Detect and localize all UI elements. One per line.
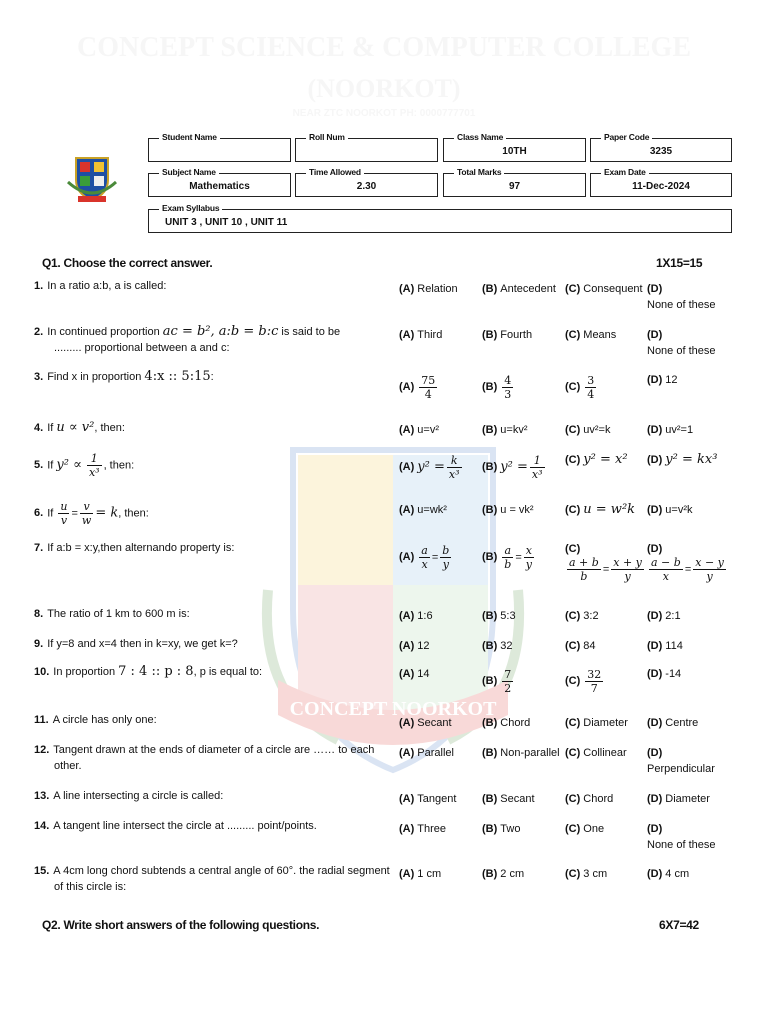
question-6: 6. If $\frac{u}{v}$ = $\frac{v}{w}$ = k, then: (34, 500, 149, 527)
total-marks-value: 97 (508, 181, 521, 192)
question-12: 12. Tangent drawn at the ends of diameter of a circle are …… to each other. (34, 744, 375, 772)
class-name-box (443, 132, 586, 162)
time-allowed-box (295, 167, 438, 197)
question-7: 7. If a:b = x:y,then alternando property is: (34, 542, 235, 554)
exam-syllabus-value: UNIT 3 , UNIT 10 , UNIT 11 (165, 217, 288, 228)
q2-option-b[interactable]: (B) Fourth (482, 329, 533, 341)
q13-option-c[interactable]: (C) Chord (565, 793, 614, 805)
q1-option-a[interactable]: (A) Relation (399, 283, 458, 295)
q5-option-b[interactable]: (B) y² = $\frac{1}{\text{x³}}$ (482, 454, 543, 481)
q11-option-d[interactable]: (D) Centre (647, 717, 699, 729)
q12-option-d[interactable]: (D) Perpendicular (647, 747, 715, 775)
subject-name-label: Subject Name (159, 167, 219, 177)
q4-option-d[interactable]: (D) uv²=1 (647, 424, 694, 436)
q7-option-d[interactable]: (D) $\frac{a - b}{x}$ = $\frac{x - y}{y}$ (647, 543, 724, 583)
q9-option-c[interactable]: (C) 84 (565, 640, 596, 652)
q9-option-a[interactable]: (A) 12 (399, 640, 430, 652)
q6-option-b[interactable]: (B) u = vk² (482, 504, 534, 516)
q5-option-c[interactable]: (C) y² = x² (565, 452, 628, 467)
q5-option-d[interactable]: (D) y² = kx³ (647, 452, 718, 467)
paper-code-box (590, 132, 732, 162)
question-8: 8. The ratio of 1 km to 600 m is: (34, 608, 190, 620)
q10-option-a[interactable]: (A) 14 (399, 668, 430, 680)
question-number: 1. (34, 280, 44, 292)
q4-option-b[interactable]: (B) u=kv² (482, 424, 528, 436)
q11-option-a[interactable]: (A) Secant (399, 717, 452, 729)
q2-option-d[interactable]: (D) None of these (647, 329, 716, 357)
q13-option-d[interactable]: (D) Diameter (647, 793, 710, 805)
q15-option-c[interactable]: (C) 3 cm (565, 868, 608, 880)
roll-num-box[interactable] (295, 132, 438, 162)
q8-option-d[interactable]: (D) 2:1 (647, 610, 681, 622)
q10-option-d[interactable]: (D) -14 (647, 668, 682, 680)
question-11: 11. A circle has only one: (34, 714, 157, 726)
q11-option-c[interactable]: (C) Diameter (565, 717, 628, 729)
question-9: 9. If y=8 and x=4 then in k=xy, we get k=? (34, 638, 238, 650)
question-3: 3. Find x in proportion 4:x :: 5:15: (34, 369, 214, 384)
q14-option-c[interactable]: (C) One (565, 823, 605, 835)
q7-option-a[interactable]: (A) $\frac{a}{x}$ = $\frac{b}{y}$ (399, 544, 450, 571)
student-name-box[interactable] (148, 132, 291, 162)
college-city: (NOORKOT) (307, 74, 461, 103)
q2-option-c[interactable]: (C) Means (565, 329, 617, 341)
q12-option-a[interactable]: (A) Parallel (399, 747, 454, 759)
q1-marks: 1X15=15 (656, 256, 703, 270)
college-name: CONCEPT SCIENCE & COMPUTER COLLEGE (76, 32, 691, 63)
question-10: 10. In proportion 7 : 4 :: p : 8, p is equal to: (34, 664, 263, 679)
q9-option-d[interactable]: (D) 114 (647, 640, 683, 652)
q3-option-b[interactable]: (B) $\frac{4}{3}$ (482, 374, 512, 401)
question-1 (34, 278, 394, 294)
question-4: 4. If u ∝ v², then: (34, 420, 125, 435)
exam-date-value: 11-Dec-2024 (632, 181, 690, 192)
q1-title: Q1. Choose the correct answer. (42, 256, 213, 270)
q13-option-b[interactable]: (B) Secant (482, 793, 535, 805)
q11-option-b[interactable]: (B) Chord (482, 717, 531, 729)
q6-option-d[interactable]: (D) u=v²k (647, 504, 693, 516)
q15-option-a[interactable]: (A) 1 cm (399, 868, 442, 880)
question-15: 15. A 4cm long chord subtends a central angle of 60°. the radial segment of this circle is: (34, 865, 390, 893)
math-expression: ac = b², a:b = b:c (162, 324, 279, 339)
paper-code-label: Paper Code (601, 132, 652, 142)
q7-option-c[interactable]: (C) $\frac{a + b}{b}$ = $\frac{x + y}{y}$ (565, 543, 642, 583)
q8-option-a[interactable]: (A) 1:6 (399, 610, 433, 622)
roll-num-label: Roll Num (306, 132, 348, 142)
q6-option-c[interactable]: (C) u = w²k (565, 502, 636, 517)
q3-option-c[interactable]: (C) $\frac{3}{4}$ (565, 374, 595, 401)
exam-date-box (590, 167, 732, 197)
q10-option-c[interactable]: (C) $\frac{32}{7}$ (565, 668, 602, 695)
q7-option-b[interactable]: (B) $\frac{a}{b}$ = $\frac{x}{y}$ (482, 544, 532, 571)
class-name-label: Class Name (454, 132, 506, 142)
q1-option-b[interactable]: (B) Antecedent (482, 283, 556, 295)
class-name-value: 10TH (502, 146, 527, 157)
q12-option-c[interactable]: (C) Collinear (565, 747, 627, 759)
q1-option-c[interactable]: (C) Consequent (565, 283, 643, 295)
q12-option-b[interactable]: (B) Non-parallel (482, 747, 560, 759)
q13-option-a[interactable]: (A) Tangent (399, 793, 457, 805)
time-allowed-label: Time Allowed (306, 167, 364, 177)
exam-syllabus-box (148, 203, 732, 233)
exam-date-label: Exam Date (601, 167, 649, 177)
exam-syllabus-label: Exam Syllabus (159, 203, 222, 213)
q3-option-d[interactable]: (D) 12 (647, 374, 678, 386)
q8-option-c[interactable]: (C) 3:2 (565, 610, 599, 622)
question-text: In a ratio a:b, a is called: (47, 280, 167, 292)
q15-option-b[interactable]: (B) 2 cm (482, 868, 525, 880)
paper-code-value: 3235 (649, 146, 673, 157)
question-2: 2. In continued proportion ac = b², a:b = b:c is said to be ......... proportional between a and c: (34, 324, 341, 354)
q4-option-a[interactable]: (A) u=v² (399, 424, 439, 436)
college-logo (66, 152, 118, 204)
total-marks-label: Total Marks (454, 167, 504, 177)
watermark-text: CONCEPT NOORKOT (289, 698, 497, 720)
subject-name-value: Mathematics (189, 181, 250, 192)
q5-option-a[interactable]: (A) y² = $\frac{k}{\text{x³}}$ (399, 454, 460, 481)
question-14: 14. A tangent line intersect the circle at ......... point/points. (34, 820, 317, 832)
q1-option-d[interactable]: (D) None of these (647, 283, 716, 311)
q14-option-d[interactable]: (D) None of these (647, 823, 716, 851)
total-marks-box (443, 167, 586, 197)
student-name-label: Student Name (159, 132, 220, 142)
q6-option-a[interactable]: (A) u=wk² (399, 504, 447, 516)
q3-option-a[interactable]: (A) $\frac{75}{4}$ (399, 374, 436, 401)
q10-option-b[interactable]: (B) $\frac{7}{2}$ (482, 668, 512, 695)
subject-name-box (148, 167, 291, 197)
question-13: 13. A line intersecting a circle is called: (34, 790, 224, 802)
q14-option-b[interactable]: (B) Two (482, 823, 521, 835)
q2-option-a[interactable]: (A) Third (399, 329, 443, 341)
q2-marks: 6X7=42 (659, 918, 699, 932)
question-5: 5. If y² ∝ $\frac{1}{\text{x³}}$ , then: (34, 452, 135, 479)
time-allowed-value: 2.30 (356, 181, 377, 192)
q2-title: Q2. Write short answers of the following questions. (42, 918, 320, 932)
q9-option-b[interactable]: (B) 32 (482, 640, 513, 652)
q4-option-c[interactable]: (C) uv²=k (565, 424, 611, 436)
college-contact: NEAR ZTC NOORKOT PH: 0000777701 (292, 108, 476, 119)
q8-option-b[interactable]: (B) 5:3 (482, 610, 516, 622)
q15-option-d[interactable]: (D) 4 cm (647, 868, 690, 880)
q14-option-a[interactable]: (A) Three (399, 823, 447, 835)
